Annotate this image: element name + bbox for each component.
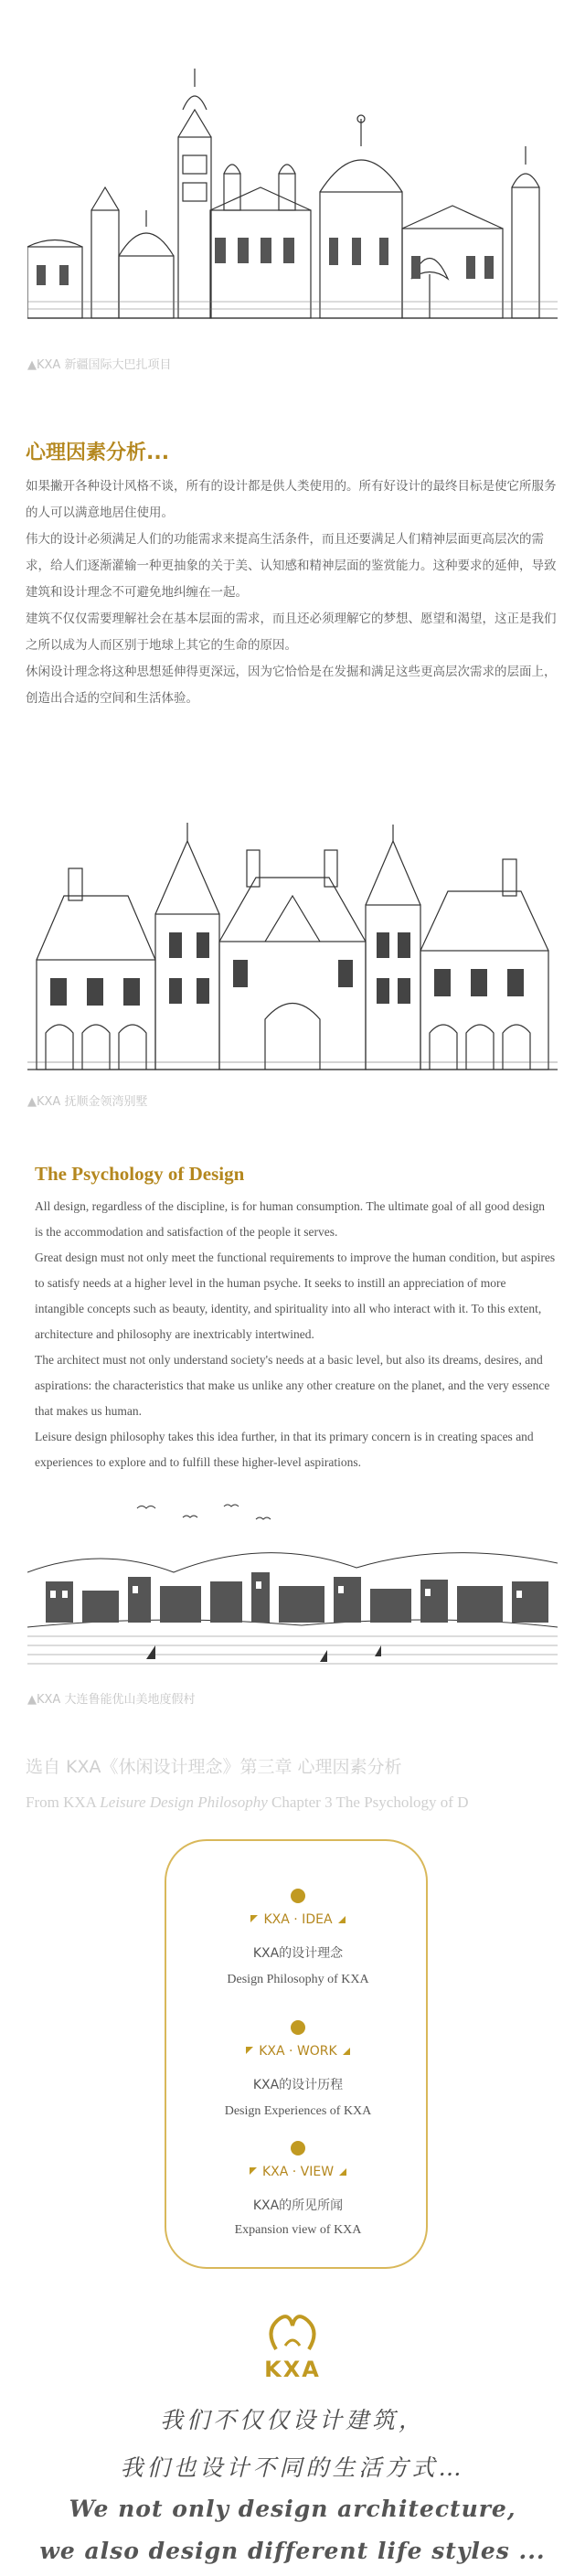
image-caption-bazaar: ▲KXA 新疆国际大巴扎项目 bbox=[27, 358, 172, 372]
triangle-right-icon bbox=[343, 2048, 350, 2055]
menu-item-idea-zh: KXA的设计理念 bbox=[252, 1946, 344, 1961]
villa-sketch-image bbox=[27, 804, 558, 1079]
source-zh: 选自 KXA《休闲设计理念》第三章 心理因素分析 bbox=[26, 1757, 402, 1777]
menu-item-idea[interactable]: KXA · IDEA bbox=[166, 1912, 430, 1927]
gold-dot-icon bbox=[291, 2141, 305, 2156]
paragraph-zh: 休闲设计理念将这种思想延伸得更深远，因为它恰恰是在发掘和满足这些更高层次需求的层面上，创造出合适的空间和生活体验。 bbox=[26, 665, 557, 706]
triangle-right-icon bbox=[338, 1916, 346, 1923]
bazaar-sketch-image bbox=[27, 27, 558, 327]
section-title-zh: 心理因素分析... bbox=[26, 442, 170, 464]
slogan-zh-line1: 我们不仅仅设计建筑， bbox=[159, 2407, 425, 2433]
brand-text: KXA bbox=[264, 2357, 321, 2382]
section-body-en bbox=[35, 1194, 556, 1475]
triangle-left-icon bbox=[246, 2047, 253, 2054]
triangle-left-icon bbox=[250, 1915, 258, 1922]
paragraph-en: All design, regardless of the discipline, is for human consumption. The ultimate goal of all good design is the accommodation and satisfaction of the people it serves. bbox=[35, 1199, 546, 1239]
menu-item-view[interactable]: KXA · VIEW bbox=[166, 2165, 430, 2179]
paragraph-en: Leisure design philosophy takes this idea further, in that its primary concern is in creating spaces and experiences to explore and to fulfill these higher-level aspirations. bbox=[35, 1430, 534, 1469]
source-en: From KXA Leisure Design Philosophy Chapter 3 The Psychology of D bbox=[26, 1794, 469, 1811]
paragraph-zh: 如果撇开各种设计风格不谈，所有的设计都是供人类使用的。所有好设计的最终目标是使它所服务的人可以满意地居住使用。 bbox=[26, 479, 557, 520]
section-body-zh bbox=[26, 474, 560, 712]
paragraph-en: Great design must not only meet the functional requirements to improve the human condition, but aspires to satisfy needs at a higher level in the human psyche. It seeks to instill an appreciation of more intangible concepts such as beauty, identity, and spirituality into all who interact with it. To this extent, architecture and philosophy are inextricably intertwined. bbox=[35, 1251, 556, 1341]
menu-item-view-en: Expansion view of KXA bbox=[234, 2223, 362, 2237]
triangle-left-icon bbox=[250, 2167, 257, 2175]
kxa-logo-icon bbox=[265, 2313, 320, 2354]
gold-dot-icon bbox=[291, 2020, 305, 2035]
paragraph-zh: 伟大的设计必须满足人们的功能需求来提高生活条件，而且还要满足人们精神层面更高层次的需求，给人们逐渐灌输一种更抽象的关于美、认知感和精神层面的鉴赏能力。这种要求的延伸，导致建筑和设计理念不可避免地纠缠在一起。 bbox=[26, 532, 557, 600]
gold-dot-icon bbox=[291, 1889, 305, 1903]
menu-item-view-zh: KXA的所见所闻 bbox=[252, 2198, 344, 2213]
menu-item-work-zh: KXA的设计历程 bbox=[252, 2078, 344, 2092]
image-caption-villa: ▲KXA 抚顺金领湾别墅 bbox=[27, 1095, 148, 1109]
slogan-en-line1: We not only design architecture, bbox=[69, 2496, 516, 2522]
slogan-zh-line2: 我们也设计不同的生活方式… bbox=[120, 2454, 465, 2481]
menu-item-idea-en: Design Philosophy of KXA bbox=[227, 1973, 369, 1986]
image-caption-resort: ▲KXA 大连鲁能优山美地度假村 bbox=[27, 1693, 196, 1707]
section-title-en: The Psychology of Design bbox=[35, 1163, 245, 1185]
resort-sketch-image bbox=[27, 1499, 558, 1673]
paragraph-zh: 建筑不仅仅需要理解社会在基本层面的需求，而且还必须理解它的梦想、愿望和渴望，这正是我们之所以成为人而区别于地球上其它的生命的原因。 bbox=[26, 612, 557, 653]
paragraph-en: The architect must not only understand society's needs at a basic level, but also its dreams, desires, and aspirations: the characteristics that make us unlike any other creature on the planet, and the very essence that makes us human. bbox=[35, 1353, 550, 1418]
kxa-menu-card bbox=[165, 1839, 428, 2269]
menu-item-work[interactable]: KXA · WORK bbox=[166, 2044, 430, 2059]
triangle-right-icon bbox=[339, 2168, 346, 2176]
menu-item-work-en: Design Experiences of KXA bbox=[224, 2104, 372, 2118]
slogan-en-line2: we also design different life styles ... bbox=[39, 2538, 546, 2564]
